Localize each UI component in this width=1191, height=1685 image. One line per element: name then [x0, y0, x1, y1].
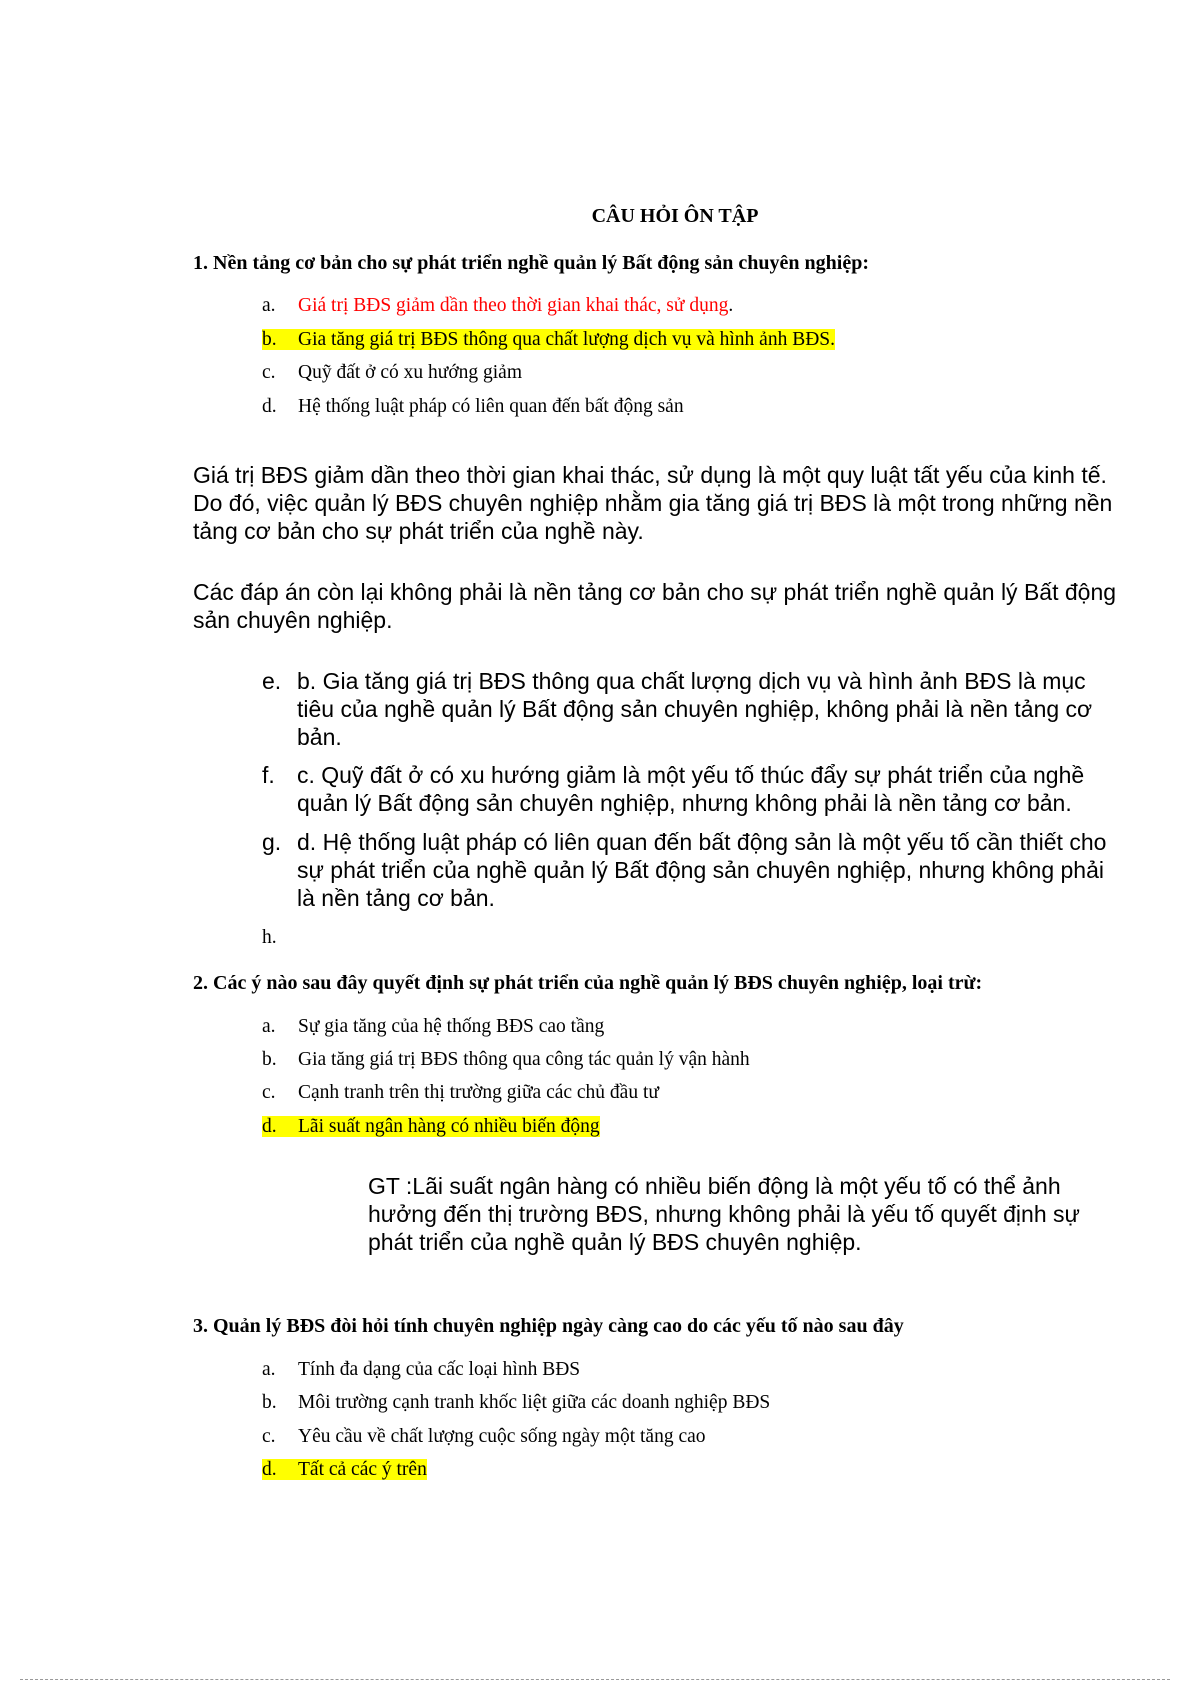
option-text: Sự gia tăng của hệ thống BĐS cao tầng	[298, 1016, 605, 1037]
sub-item-label: g.	[262, 829, 282, 855]
q1-sub-item-f	[262, 761, 1122, 817]
option-text-highlighted: Tất cả các ý trên	[298, 1459, 427, 1480]
q2-explanation-note: GT :Lãi suất ngân hàng có nhiều biến động là một yếu tố có thể ảnh hưởng đến thị trường BĐS, nhưng không phải là yếu tố quyết định sự phát triển của nghề quản lý BĐS chuyên nghiệp.	[368, 1173, 1080, 1255]
option-label: h.	[262, 927, 277, 948]
option-label: d.	[262, 1459, 277, 1480]
sub-item-text: d. Hệ thống luật pháp có liên quan đến bất động sản là một yếu tố cần thiết cho sự phát triển của nghề quản lý Bất động sản chuyên nghiệp, nhưng không phải là nền tảng cơ bản.	[297, 829, 1107, 911]
q2-option-d[interactable]	[262, 1114, 600, 1140]
q1-option-c[interactable]	[262, 360, 522, 386]
q3-option-d[interactable]	[262, 1457, 427, 1483]
option-label: a.	[262, 1359, 276, 1380]
option-label: b.	[262, 1392, 277, 1413]
q2-option-c[interactable]	[262, 1080, 659, 1106]
question-1: 1. Nền tảng cơ bản cho sự phát triển nghề quản lý Bất động sản chuyên nghiệp:	[193, 252, 869, 274]
option-label: c.	[262, 362, 276, 383]
q2-option-a[interactable]	[262, 1014, 604, 1040]
page-bottom-divider	[20, 1679, 1170, 1680]
sub-item-label: f.	[262, 762, 275, 788]
option-text: Gia tăng giá trị BĐS thông qua công tác quản lý vận hành	[298, 1049, 750, 1070]
q3-option-a[interactable]	[262, 1357, 580, 1383]
sub-item-text: c. Quỹ đất ở có xu hướng giảm là một yếu tố thúc đẩy sự phát triển của nghề quản lý Bất động sản chuyên nghiệp, nhưng không phải là nền tảng cơ bản.	[297, 762, 1085, 816]
option-text: Hệ thống luật pháp có liên quan đến bất động sản	[298, 396, 684, 417]
option-text: Tính đa dạng của cấc loại hình BĐS	[298, 1359, 581, 1380]
option-text: Quỹ đất ở có xu hướng giảm	[298, 362, 522, 383]
option-label: d.	[262, 1116, 277, 1137]
option-label: b.	[262, 329, 277, 350]
q2-option-b[interactable]	[262, 1047, 750, 1073]
q1-explanation-1: Giá trị BĐS giảm dần theo thời gian khai thác, sử dụng là một quy luật tất yếu của kinh tế. Do đó, việc quản lý BĐS chuyên nghiệp nhằm gia tăng giá trị BĐS là một trong những nền tảng cơ bản cho sự phát triển của nghề này.	[193, 462, 1113, 544]
q1-option-d[interactable]	[262, 394, 684, 420]
option-label: a.	[262, 1016, 276, 1037]
q1-option-b[interactable]	[262, 327, 835, 353]
option-tail: .	[728, 295, 734, 316]
option-text-highlighted: Gia tăng giá trị BĐS thông qua chất lượng dịch vụ và hình ảnh BĐS.	[298, 329, 836, 350]
question-2: 2. Các ý nào sau đây quyết định sự phát triển của nghề quản lý BĐS chuyên nghiệp, loại trừ:	[193, 972, 983, 994]
option-label: a.	[262, 295, 276, 316]
option-label: c.	[262, 1082, 276, 1103]
option-label: b.	[262, 1049, 277, 1070]
q1-option-a[interactable]	[262, 293, 733, 319]
option-text: Môi trường cạnh tranh khốc liệt giữa các doanh nghiệp BĐS	[298, 1392, 771, 1413]
q1-explanation-2: Các đáp án còn lại không phải là nền tảng cơ bản cho sự phát triển nghề quản lý Bất động sản chuyên nghiệp.	[193, 579, 1117, 633]
option-label: c.	[262, 1426, 276, 1447]
option-text-highlighted: Lãi suất ngân hàng có nhiều biến động	[298, 1116, 600, 1137]
option-label: d.	[262, 396, 277, 417]
q1-empty-item-h	[262, 925, 298, 951]
q1-sub-item-g	[262, 828, 1122, 912]
option-text: Cạnh tranh trên thị trường giữa các chủ đầu tư	[298, 1082, 659, 1103]
q3-option-b[interactable]	[262, 1390, 770, 1416]
option-text-wrong: Giá trị BĐS giảm dần theo thời gian khai thác, sử dụng	[298, 295, 729, 316]
sub-item-label: e.	[262, 668, 282, 694]
option-text: Yêu cầu về chất lượng cuộc sống ngày một tăng cao	[298, 1426, 706, 1447]
sub-item-text: b. Gia tăng giá trị BĐS thông qua chất lượng dịch vụ và hình ảnh BĐS là mục tiêu của nghề quản lý Bất động sản chuyên nghiệp, không phải là nền tảng cơ bản.	[297, 668, 1093, 750]
question-3: 3. Quản lý BĐS đòi hỏi tính chuyên nghiệp ngày càng cao do các yếu tố nào sau đây	[193, 1315, 904, 1337]
q1-sub-item-e	[262, 667, 1122, 751]
q3-option-c[interactable]	[262, 1424, 706, 1450]
page-title: CÂU HỎI ÔN TẬP	[591, 205, 759, 227]
